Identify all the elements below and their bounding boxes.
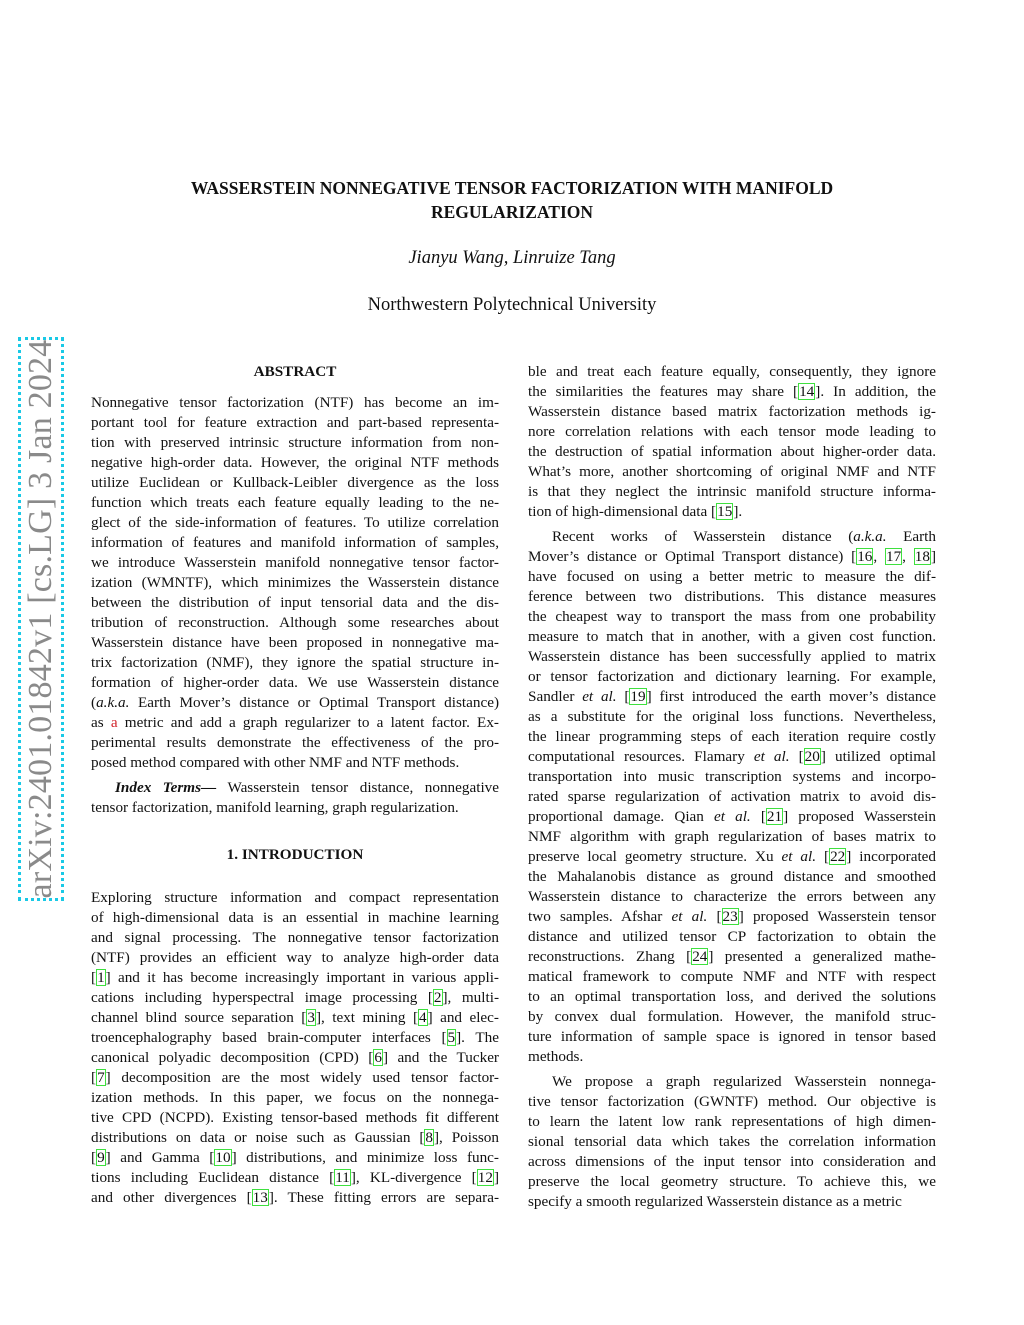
citation-link[interactable]: 20 bbox=[804, 748, 820, 765]
text-line: tensor factorization, manifold learning, graph regularization. bbox=[91, 799, 459, 816]
introduction-body bbox=[91, 888, 499, 1208]
text-line: canonical polyadic decomposition (CPD) [6] and the Tucker bbox=[91, 1049, 499, 1066]
text-line: transportation into music transcription systems and incorpo- bbox=[528, 768, 936, 785]
text-line: [1] and it has become increasingly important in various appli- bbox=[91, 969, 499, 986]
citation-link[interactable]: 2 bbox=[433, 989, 442, 1006]
text-line: NMF algorithm with graph regularization of bases matrix to bbox=[528, 828, 936, 845]
citation-link[interactable]: 19 bbox=[630, 688, 646, 705]
citation-link[interactable]: 3 bbox=[307, 1009, 315, 1026]
text-line: ference between two distributions. This distance measures bbox=[528, 588, 936, 605]
right-column bbox=[528, 362, 936, 1212]
text-line: information of features and manifold information of samples, bbox=[91, 534, 499, 551]
citation-link[interactable]: 12 bbox=[477, 1169, 493, 1186]
paper-title bbox=[120, 176, 904, 224]
text-line: methods. bbox=[528, 1048, 584, 1065]
citation-link[interactable]: 18 bbox=[914, 548, 930, 565]
text-line: measure to match that in another, with a given cost function. bbox=[528, 628, 936, 645]
index-terms bbox=[91, 778, 499, 818]
citation-link[interactable]: 16 bbox=[857, 548, 873, 565]
text-line: preserve local geometry structure. Xu et al. [22] incorporated bbox=[528, 848, 937, 865]
text-line: ization methods. In this paper, we focus on the nonnega- bbox=[91, 1089, 499, 1106]
arxiv-stamp bbox=[18, 337, 64, 901]
citation-link[interactable]: 9 bbox=[97, 1149, 105, 1166]
text-line: as a metric and add a graph regularizer to a latent factor. Ex- bbox=[91, 714, 499, 731]
left-column bbox=[91, 362, 499, 1208]
paragraph bbox=[528, 1072, 936, 1212]
text-line: (NTF) provides an efficient way to analyze high-order data bbox=[91, 949, 499, 966]
index-terms-label: Index Terms— bbox=[115, 779, 217, 796]
text-line: Recent works of Wasserstein distance (a.k.a. Earth bbox=[552, 528, 936, 545]
text-line: Sandler et al. [19] first introduced the earth mover’s distance bbox=[528, 688, 936, 705]
title-line: WASSERSTEIN NONNEGATIVE TENSOR FACTORIZATION WITH MANIFOLD bbox=[190, 178, 834, 198]
text-line: tion with preserved intrinsic structure information from non- bbox=[91, 434, 499, 451]
citation-link[interactable]: 6 bbox=[374, 1049, 382, 1066]
text-line: the cheapest way to transport the mass from one probability bbox=[528, 608, 936, 625]
citation-link[interactable]: 7 bbox=[97, 1069, 105, 1086]
text-line: or tensor factorization and dictionary learning. For example, bbox=[528, 668, 936, 685]
text-line: What’s more, another shortcoming of original NMF and NTF bbox=[528, 463, 936, 480]
citation-link[interactable]: 5 bbox=[447, 1029, 456, 1046]
text-line: trix factorization (NMF), they ignore the spatial structure in- bbox=[91, 654, 499, 671]
text-line: We propose a graph regularized Wasserstein nonnega- bbox=[552, 1073, 936, 1090]
text-line: Nonnegative tensor factorization (NTF) has become an im- bbox=[91, 394, 499, 411]
text-line: have focused on using a better metric to measure the dif- bbox=[528, 568, 936, 585]
text-line: proportional damage. Qian et al. [21] proposed Wasserstein bbox=[528, 808, 936, 825]
text-line: rated sparse regularization of activation matrix to avoid dis- bbox=[528, 788, 936, 805]
text-line: perimental results demonstrate the effectiveness of the pro- bbox=[91, 734, 499, 751]
citation-link[interactable]: 21 bbox=[766, 808, 783, 825]
text-line: of high-dimensional data is an essential in machine learning bbox=[91, 909, 499, 926]
text-line: across dimensions of the input tensor into consideration and bbox=[528, 1153, 936, 1170]
text-line: computational resources. Flamary et al. [20] utilized optimal bbox=[528, 748, 937, 765]
text-line: ization (WMNTF), which minimizes the Wasserstein distance bbox=[91, 574, 499, 591]
paragraph bbox=[528, 527, 936, 1067]
abstract-body bbox=[91, 393, 499, 773]
text-line: the linear programming steps of each iteration require costly bbox=[528, 728, 936, 745]
citation-link[interactable]: 15 bbox=[717, 503, 733, 520]
text-line: we introduce Wasserstein manifold nonnegative tensor factor- bbox=[91, 554, 499, 571]
text-line: glect of the side-information of features. To utilize correlation bbox=[91, 514, 499, 531]
text-line: specify a smooth regularized Wasserstein distance as a metric bbox=[528, 1193, 902, 1210]
text-line: troencephalography based brain-computer interfaces [5]. The bbox=[91, 1029, 499, 1046]
text-line: tribution of reconstruction. Although some researches about bbox=[91, 614, 499, 631]
text-line: function which treats each feature equally leading to the ne- bbox=[91, 494, 499, 511]
paragraph bbox=[528, 362, 936, 522]
text-line: by convex dual formulation. However, the manifold struc- bbox=[528, 1008, 936, 1025]
text-line: [9] and Gamma [10] distributions, and minimize loss func- bbox=[91, 1149, 499, 1166]
text-line: [7] decomposition are the most widely used tensor factor- bbox=[91, 1069, 499, 1086]
text-line: is that they neglect the intrinsic manifold structure informa- bbox=[528, 483, 936, 500]
citation-link[interactable]: 4 bbox=[419, 1009, 427, 1026]
text-line: ble and treat each feature equally, consequently, they ignore bbox=[528, 363, 936, 380]
arxiv-identifier: arXiv:2401.01842v1 [cs.LG] 3 Jan 2024 bbox=[22, 339, 59, 899]
text-line: Wasserstein distance based matrix factorization methods ig- bbox=[528, 403, 936, 420]
citation-link[interactable]: 11 bbox=[335, 1169, 350, 1186]
text-line: between the distribution of input tensorial data and the dis- bbox=[91, 594, 499, 611]
text-line: posed method compared with other NMF and NTF methods. bbox=[91, 754, 460, 771]
text-line: preserve the local geometry structure. To achieve this, we bbox=[528, 1173, 936, 1190]
citation-link[interactable]: 17 bbox=[885, 548, 902, 565]
introduction-heading: 1. INTRODUCTION bbox=[226, 846, 364, 863]
text-line: Mover’s distance or Optimal Transport distance) [16, 17, 18] bbox=[528, 548, 937, 565]
text-line: distance and utilized tensor CP factorization to obtain the bbox=[528, 928, 936, 945]
text-line: Wasserstein distance to characterize the errors between any bbox=[528, 888, 936, 905]
text-line: tion of high-dimensional data [15]. bbox=[528, 503, 743, 520]
text-line: Wasserstein distance have been proposed in nonnegative ma- bbox=[91, 634, 499, 651]
text-line: Wasserstein distance has been successfully applied to matrix bbox=[528, 648, 936, 665]
text-line: as a substitute for the original loss functions. Nevertheless, bbox=[528, 708, 936, 725]
citation-link[interactable]: 1 bbox=[97, 969, 105, 986]
title-line: REGULARIZATION bbox=[430, 202, 594, 222]
text-line: to learn the latent low rank representations of high dimen- bbox=[528, 1113, 936, 1130]
text-line: tive CPD (NCPD). Existing tensor-based methods fit different bbox=[91, 1109, 499, 1126]
citation-link[interactable]: 13 bbox=[252, 1189, 268, 1206]
text-line: Exploring structure information and compact representation bbox=[91, 889, 499, 906]
text-line: reconstructions. Zhang [24] presented a generalized mathe- bbox=[528, 948, 936, 965]
text-line: the similarities the features may share [14]. In addition, the bbox=[528, 383, 936, 400]
citation-link[interactable]: 14 bbox=[799, 383, 815, 400]
text-line: and other divergences [13]. These fitting errors are separa- bbox=[91, 1189, 499, 1206]
index-terms-text: Wasserstein tensor distance, nonnegative bbox=[216, 779, 499, 796]
text-line: sional tensorial data which takes the correlation information bbox=[528, 1133, 936, 1150]
text-line: negative high-order data. However, the original NTF methods bbox=[91, 454, 499, 471]
text-line: cations including hyperspectral image processing [2], multi- bbox=[91, 989, 499, 1006]
text-line: tions including Euclidean distance [11], KL-divergence [12] bbox=[91, 1169, 499, 1186]
text-line: ture information of sample space is ignored in tensor based bbox=[528, 1028, 936, 1045]
citation-link[interactable]: 23 bbox=[722, 908, 738, 925]
citation-link[interactable]: 8 bbox=[425, 1129, 433, 1146]
citation-link[interactable]: 22 bbox=[830, 848, 846, 865]
text-line: (a.k.a. Earth Mover’s distance or Optimal Transport distance) bbox=[91, 694, 499, 711]
text-line: two samples. Afshar et al. [23] proposed Wasserstein tensor bbox=[528, 908, 936, 925]
text-line: tive tensor factorization (GWNTF) method. Our objective is bbox=[528, 1093, 936, 1110]
citation-link[interactable]: 10 bbox=[215, 1149, 231, 1166]
affiliation: Northwestern Polytechnical University bbox=[367, 295, 657, 315]
text-line: the Mahalanobis distance as ground distance and smoothed bbox=[528, 868, 936, 885]
abstract-heading: ABSTRACT bbox=[253, 363, 337, 380]
text-line: portant tool for feature extraction and part-based representa- bbox=[91, 414, 499, 431]
text-line: nore correlation relations with each tensor mode leading to bbox=[528, 423, 936, 440]
text-line: the destruction of spatial information about higher-order data. bbox=[528, 443, 936, 460]
text-line: and signal processing. The nonnegative tensor factorization bbox=[91, 929, 499, 946]
authors: Jianyu Wang, Linruize Tang bbox=[408, 248, 616, 268]
text-line: formation of higher-order data. We use Wasserstein distance bbox=[91, 674, 499, 691]
text-line: matical framework to compute NMF and NTF with respect bbox=[528, 968, 936, 985]
text-line: utilize Euclidean or Kullback-Leibler divergence as the loss bbox=[91, 474, 499, 491]
citation-link[interactable]: 24 bbox=[692, 948, 708, 965]
text-line: distributions on data or noise such as Gaussian [8], Poisson bbox=[91, 1129, 499, 1146]
text-line: to an optimal transportation loss, and derived the solutions bbox=[528, 988, 936, 1005]
text-line: channel blind source separation [3], text mining [4] and elec- bbox=[91, 1009, 499, 1026]
